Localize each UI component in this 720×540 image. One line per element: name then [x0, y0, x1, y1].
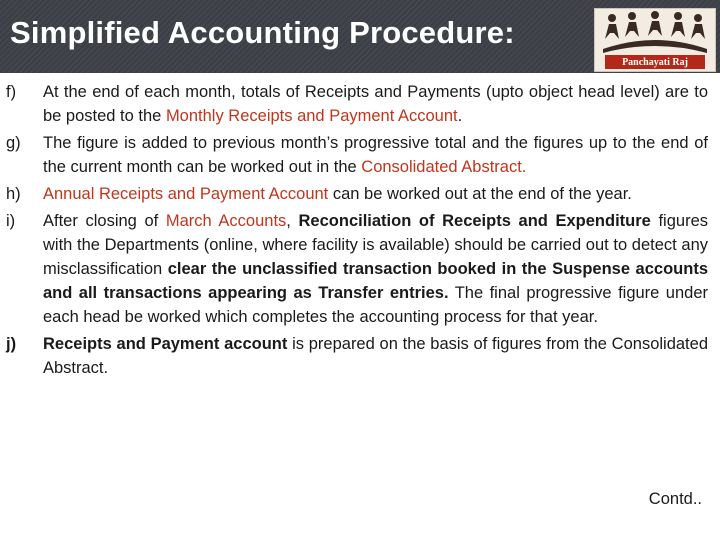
item-text: [43, 209, 708, 329]
text-segment: At the end of each month, totals of Receipts and Payments (upto object head level) are to be posted to the: [43, 83, 708, 125]
item-marker: g): [6, 134, 21, 152]
highlighted-term: March Accounts: [165, 212, 287, 230]
text-segment: After closing of: [43, 212, 166, 230]
text-segment: figures with the Departments (online, where facility is available) should be carried out to detect any misclassification: [43, 212, 708, 278]
item-text: [43, 332, 708, 380]
text-segment: .: [457, 107, 463, 125]
list-item: [6, 182, 708, 206]
item-text: [43, 131, 708, 179]
item-text: [43, 80, 708, 128]
continued-label: Contd..: [648, 490, 702, 508]
text-segment: can be worked out at the end of the year.: [328, 185, 632, 203]
list-item: [6, 131, 708, 179]
item-marker: j): [6, 335, 17, 353]
list-item: [6, 332, 708, 380]
highlighted-term: Consolidated Abstract.: [361, 158, 527, 176]
bold-text: Reconciliation of Receipts and Expenditure: [298, 212, 651, 230]
panchayati-raj-logo: [594, 8, 716, 72]
slide-title: Simplified Accounting Procedure:: [10, 15, 515, 50]
highlighted-term: Monthly Receipts and Payment Account: [165, 107, 458, 125]
bold-text: clear the unclassified transaction booked in the Suspense accounts and all transactions appearing as Transfer entries.: [43, 260, 708, 302]
item-text: [43, 182, 708, 206]
item-marker: f): [6, 83, 17, 101]
bold-text: Receipts and Payment account: [43, 335, 288, 353]
item-marker: h): [6, 185, 21, 203]
item-marker: i): [6, 212, 16, 230]
text-segment: ,: [286, 212, 299, 230]
list-item: [6, 209, 708, 329]
text-segment: The final progressive figure under each head be worked which completes the accounting process for that year.: [43, 284, 708, 326]
procedure-list: [6, 80, 708, 383]
list-item: [6, 80, 708, 128]
slide-header: [0, 0, 720, 73]
highlighted-term: Annual Receipts and Payment Account: [43, 185, 329, 203]
logo-text: Panchayati Raj: [622, 57, 688, 68]
text-segment: The figure is added to previous month’s progressive total and the figures up to the end of the current month can be worked out in the: [43, 134, 708, 176]
text-segment: is prepared on the basis of figures from the Consolidated Abstract.: [43, 335, 708, 377]
